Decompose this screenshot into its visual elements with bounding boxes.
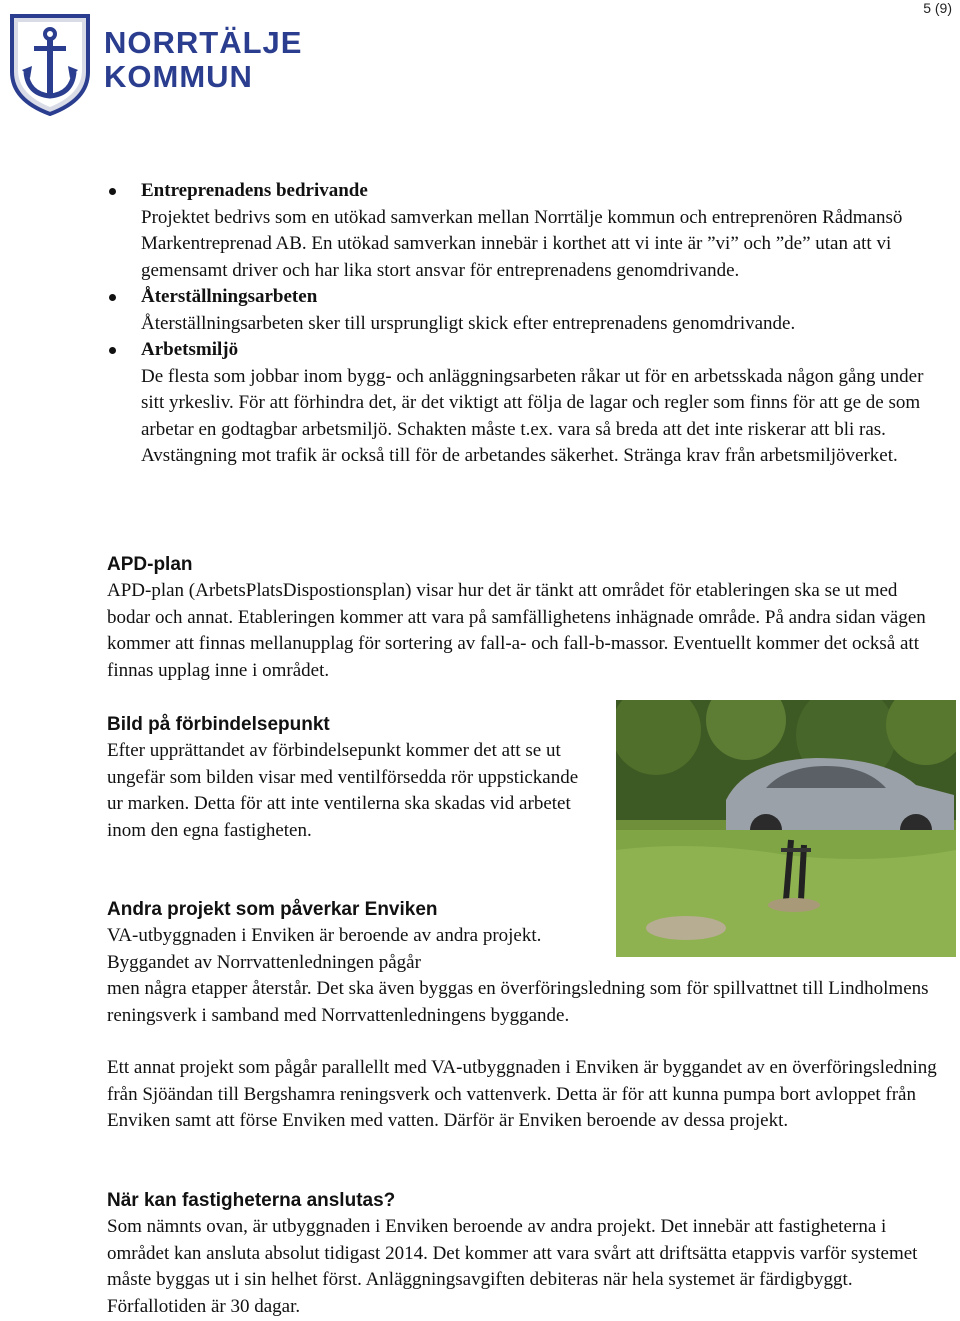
bullet-body: Projektet bedrivs som en utökad samverkan mellan Norrtälje kommun och entreprenören Rådmansö Markentreprenad AB. En utökad samverkan innebär i korthet att vi inte är ”vi” och ”de” utan att vi gemensamt driver och har lika stort ansvar för entreprenadens genomdrivande. [141, 206, 903, 281]
bullet-dot-icon [109, 347, 116, 354]
apd-section [107, 552, 937, 684]
coat-of-arms-icon [8, 12, 92, 116]
nar-section [107, 1188, 937, 1320]
bullet-heading: Entreprenadens bedrivande [141, 180, 368, 201]
section-body: Som nämnts ovan, är utbyggnaden i Enviken beroende av andra projekt. Det innebär att fastigheterna i området kan ansluta absolut tidigast 2014. Det kommer att vara svårt att driftsätta etappvis varför systemet måste byggas ut i sin helhet först. Anläggningsavgiften debiteras när hela systemet är färdigbyggt. Förfallotiden är 30 dagar. [107, 1216, 918, 1317]
bild-section [107, 712, 597, 844]
logo-line2: KOMMUN [104, 59, 253, 94]
bullet-body: De flesta som jobbar inom bygg- och anläggningsarbeten råkar ut för en arbetsskada någon gång under sitt yrkesliv. För att förhindra det, är det viktigt att följa de lagar och regler som finns för att ge de som arbetar en godtagbar arbetsmiljö. Schakten måste t.ex. vara så breda att det inte riskerar att bli ras. Avstängning mot trafik är också till för de arbetandes säkerhet. Stränga krav från arbetsmiljöverket. [141, 365, 924, 466]
section-heading: APD-plan [107, 554, 193, 575]
section-heading: Andra projekt som påverkar Enviken [107, 899, 438, 920]
bullet-dot-icon [109, 294, 116, 301]
bullet-item [107, 284, 937, 337]
bullet-list [107, 178, 937, 470]
municipality-logo [8, 12, 303, 122]
logo-line1: NORRTÄLJE [104, 25, 303, 60]
section-body-wide: men några etapper återstår. Det ska även byggas en överföringsledning som för spillvattnet till Lindholmens reningsverk i samband med Norrvattenledningens byggande. [107, 978, 929, 1026]
page-number: 5 (9) [923, 0, 952, 16]
section-body-para2: Ett annat projekt som pågår parallellt med VA-utbyggnaden i Enviken är byggandet av en överföringsledning från Sjöändan till Bergshamra reningsverk och vattenverk. Detta är för att kunna pumpa bort avloppet från Enviken samt att förse Enviken med vatten. Därför är Enviken beroende av dessa projekt. [107, 1057, 937, 1131]
bullet-item [107, 337, 937, 470]
bullet-item [107, 178, 937, 284]
bullet-dot-icon [109, 188, 116, 195]
bullet-heading: Arbetsmiljö [141, 339, 239, 360]
bullet-heading: Återställningsarbeten [141, 286, 318, 307]
section-heading: När kan fastigheterna anslutas? [107, 1190, 396, 1211]
section-body: Efter upprättandet av förbindelsepunkt kommer det att se ut ungefär som bilden visar med ventilförsedda rör uppstickande ur marken. Detta för att inte ventilerna ska skadas vid arbetet inom den egna fastigheten. [107, 740, 579, 841]
section-body-narrow: VA-utbyggnaden i Enviken är beroende av andra projekt. Byggandet av Norrvattenledningen pågår [107, 925, 542, 973]
section-heading: Bild på förbindelsepunkt [107, 714, 330, 735]
andra-section [107, 897, 937, 1135]
section-body: APD-plan (ArbetsPlatsDispostionsplan) visar hur det är tänkt att området för etableringen ska se ut med bodar och annat. Etableringen kommer att vara på samfällighetens inhägnade område. På andra sidan vägen kommer att finnas mellanupplag för sortering av fall-a- och fall-b-massor. Eventuellt kommer det också att finnas upplag inne i området. [107, 580, 926, 681]
logo-wordmark [104, 26, 302, 94]
bullet-body: Återställningsarbeten sker till ursprungligt skick efter entreprenadens genomdrivande. [141, 312, 796, 334]
